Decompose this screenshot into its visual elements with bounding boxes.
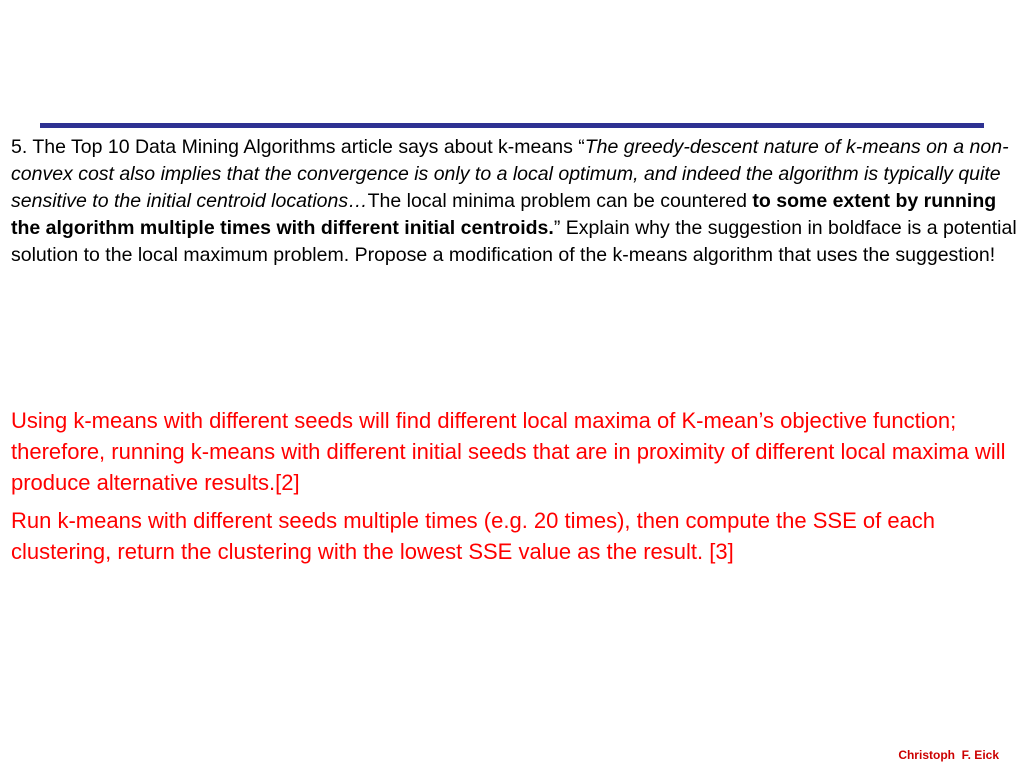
question-italic-quote: The greedy-descent nature of k-means on a non-convex cost also implies that the convergence is only to a local optimum, and indeed the algorithm is typically quite sensitive to the initial centroid locations… <box>11 136 1009 212</box>
answer-paragraph-2: Run k-means with different seeds multiple times (e.g. 20 times), then compute the SSE of each clustering, return the clustering with the lowest SSE value as the result. [3] <box>11 508 936 564</box>
answer-paragraph-1: Using k-means with different seeds will find different local maxima of K-mean’s objective function; therefore, running k-means with different initial seeds that are in proximity of different local maxima will produce alternative results.[2] <box>11 408 1006 495</box>
title-divider <box>40 123 984 128</box>
author-credit: Christoph F. Eick <box>898 748 999 762</box>
question-text <box>11 134 1017 269</box>
question-outro: ” Explain why the suggestion in boldface is a potential solution to the local maximum problem. Propose a modification of the k-means algorithm that uses the suggestion! <box>11 217 1017 266</box>
question-quote-plain: The local minima problem can be countered <box>367 190 753 212</box>
question-bold-quote: to some extent by running the algorithm multiple times with different initial centroids. <box>11 190 997 239</box>
question-intro: 5. The Top 10 Data Mining Algorithms article says about k-means “ <box>11 136 585 158</box>
